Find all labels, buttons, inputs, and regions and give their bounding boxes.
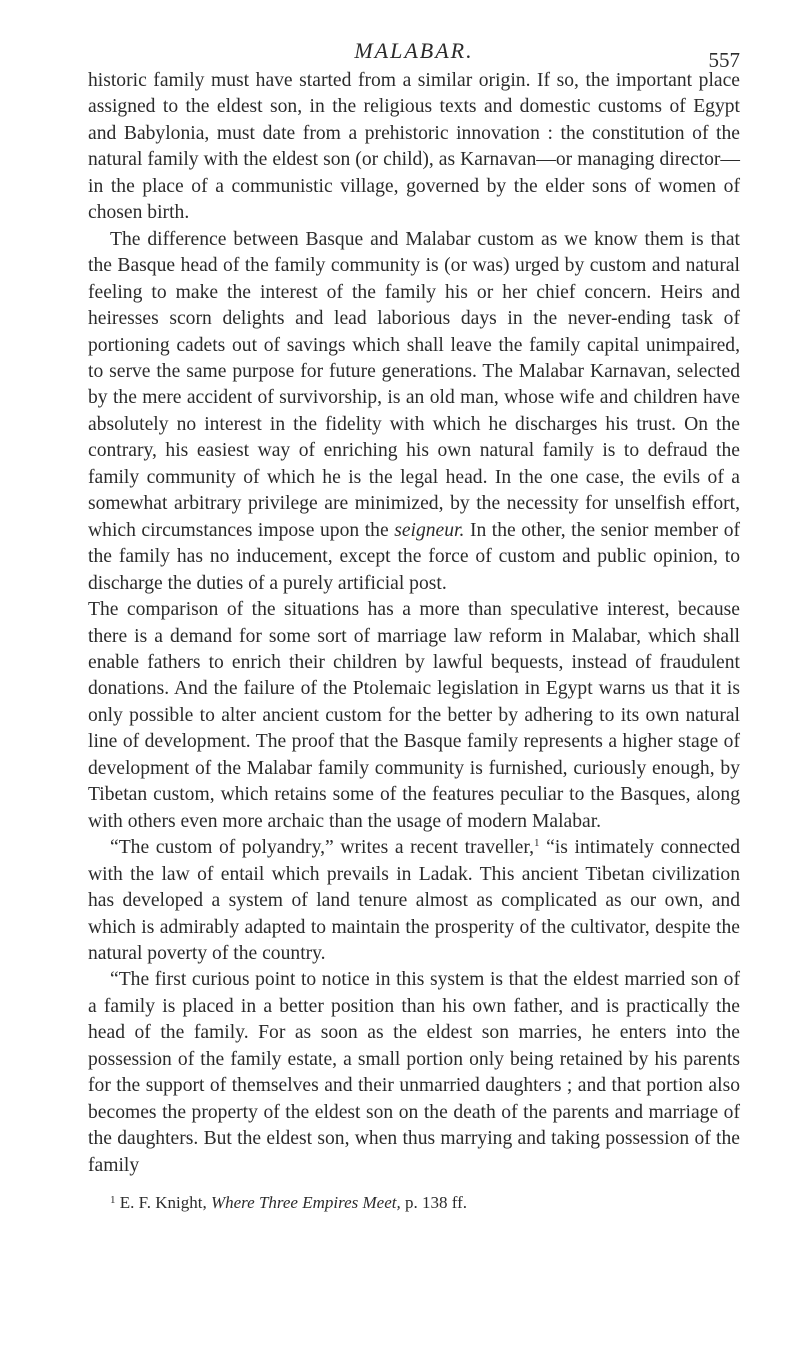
footnote-author: E. F. Knight, (119, 1193, 207, 1213)
running-header (88, 20, 740, 72)
footnote-reference: 1 (534, 837, 540, 850)
paragraph-4-text: “The custom of polyandry,” writes a recent traveller, (110, 837, 534, 859)
paragraph-2-text-end: In the other, the senior member of the family has no inducement, except the force of custom and public opinion, to discharge the duties of a purely artificial post. (88, 519, 741, 594)
footnote-number: 1 (110, 1194, 116, 1207)
italic-term: seigneur. (394, 519, 465, 541)
body-text (88, 68, 740, 1179)
paragraph-2-text: The difference between Basque and Malabar custom as we know them is that the Basque head of the family community is (or was) urged by custom and natural feeling to make the interest of the family his or her chief concern. Heirs and heiresses scorn delights and lead laborious days in the never-ending task of portioning cadets out of savings which shall leave the family capital unimpaired, to serve the same purpose for future generations. The Malabar Karnavan, selected by the mere accident of survivorship, is an old man, whose wife and children have absolutely no interest in the fidelity with which he discharges his trust. On the contrary, his easiest way of enriching his own natural family is to defraud the family community of which he is the legal head. In the one case, the evils of a somewhat arbitrary privilege are minimized, by the necessity for unselfish effort, which circumstances impose upon the (88, 228, 740, 541)
paragraph-4-text-end: “is intimately connected with the law of entail which prevails in Ladak. This ancient Tibetan civilization has developed a system of land tenure almost as complicated as our own, and which is admirably adapted to maintain the prosperity of the cultivator, despite the natural poverty of the country. (88, 837, 740, 964)
footnote-title: Where Three Empires Meet, (210, 1193, 401, 1213)
footnote (88, 1192, 740, 1214)
paragraph-5: “The first curious point to notice in this system is that the eldest married son of a family is placed in a better position than his own father, and is practically the head of the family. For as soon as the eldest son marries, he enters into the possession of the family estate, a small portion only being retained by his parents for the support of themselves and their unmarried daughters ; and that portion also becomes the property of the eldest son on the death of the parents and marriage of the daughters. But the eldest son, when thus marrying and taking possession of the family (88, 969, 740, 1176)
book-page (88, 20, 740, 1214)
running-title: MALABAR. (354, 38, 474, 63)
paragraph-2 (88, 227, 740, 597)
paragraph-3: The comparison of the situations has a more than speculative interest, because there is a demand for some sort of marriage law reform in Malabar, which shall enable fathers to enrich their children by lawful bequests, instead of fraudulent donations. And the failure of the Ptolemaic legislation in Egypt warns us that it is only possible to alter ancient custom for the better by adhering to its own natural line of development. The proof that the Basque family represents a higher stage of development of the Malabar family community is furnished, curiously enough, by Tibetan custom, which retains some of the features peculiar to the Basques, along with others even more archaic than the usage of modern Malabar. (88, 599, 740, 832)
paragraph-1: historic family must have started from a similar origin. If so, the important place assigned to the eldest son, in the religious texts and domestic customs of Egypt and Babylonia, must date from a prehistoric innovation : the constitution of the natural family with the eldest son (or child), as Karnavan—or managing director—in the place of a communistic village, governed by the elder sons of women of chosen birth. (88, 70, 740, 224)
footnote-pages: p. 138 ff. (404, 1193, 467, 1213)
page-number: 557 (708, 48, 740, 72)
paragraph-4 (88, 835, 740, 967)
